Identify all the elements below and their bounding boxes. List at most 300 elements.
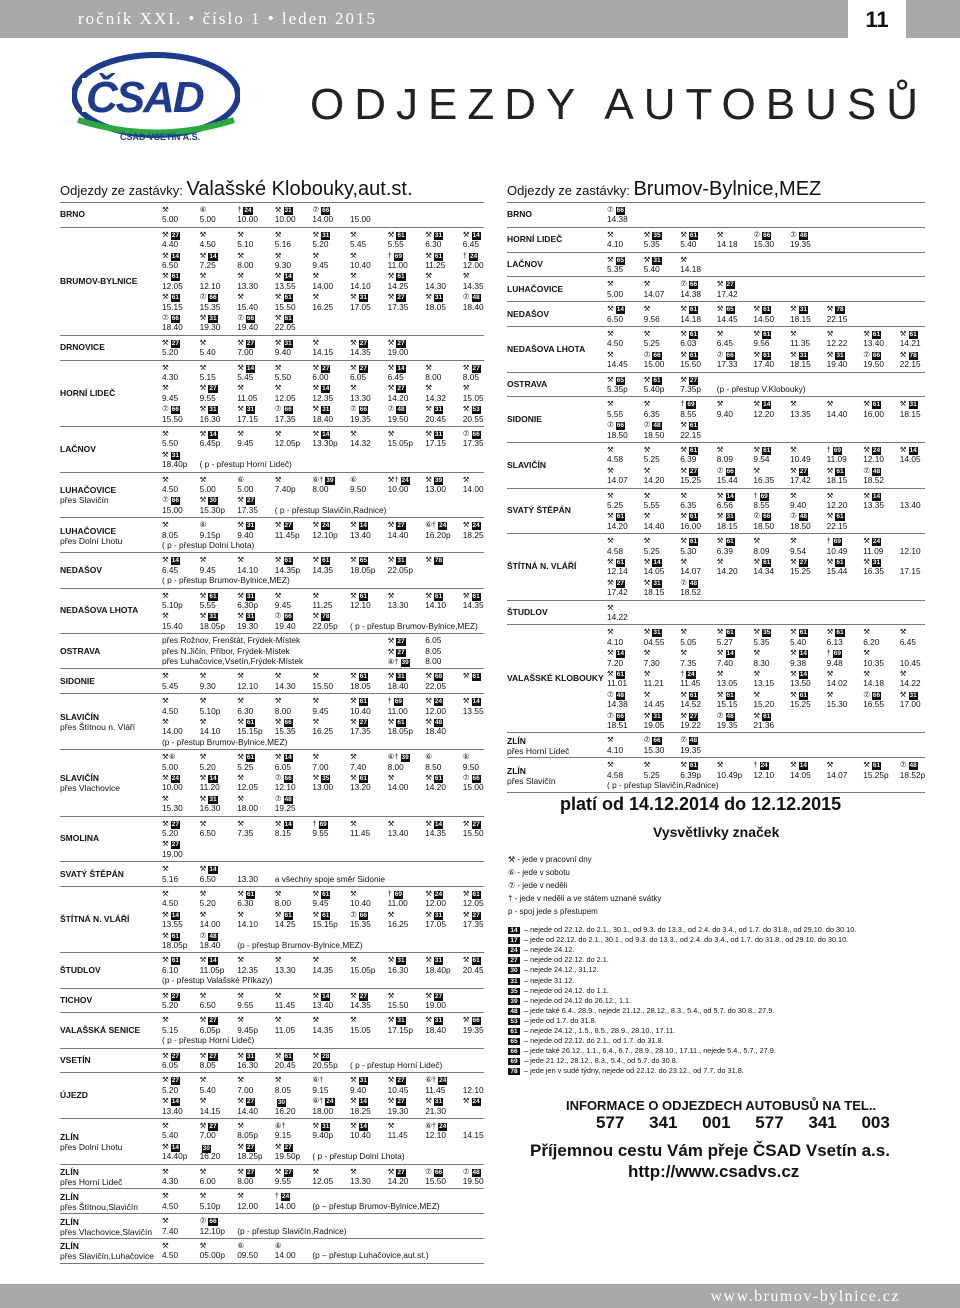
service-symbol [753,647,793,657]
transfer-note: (p - přestup Valašské Příkazy) [162,975,273,986]
service-symbol [200,751,240,761]
symbol-glyph: ⑦ [863,689,870,699]
departure-time: 14.18 [863,678,884,689]
service-symbol [717,647,757,658]
departure-time: 04.55 [643,636,665,647]
block-divider [60,988,484,989]
footnote-badge: 61 [689,306,698,314]
departure-time: 5.25 [643,545,660,556]
departure-time: 6.05 [350,372,367,382]
symbol-glyph: ⚒ [350,1121,357,1130]
service-symbol [237,670,277,680]
service-symbol [425,474,465,485]
departure-time: 8.50 [425,761,442,772]
symbol-glyph: ⚒ [237,383,244,393]
service-symbol [237,695,277,705]
service-symbol [790,229,830,240]
destination-via: přes Slavičín [507,775,556,786]
departure-time: 6.35 [643,408,660,419]
departure-time: 18.40p [425,964,451,975]
symbol-glyph: ⚒ [643,627,651,637]
service-symbol [275,909,315,920]
symbol-glyph: ⚒ [680,445,687,454]
footnote-badge: 31 [836,351,844,359]
footnote-badge: 31 [209,406,217,414]
symbol-glyph: ⚒ [716,399,724,409]
service-symbol [237,888,277,899]
footnote-badge: 14 [616,306,624,314]
service-symbol [350,519,390,530]
departure-time: 14.18 [680,264,701,274]
footnote-badge: 14 [284,820,292,828]
departure-time: 6.39 [680,454,697,465]
footnote-badge: 61 [616,513,624,521]
service-symbol [275,204,315,215]
symbol-glyph: † [462,250,467,260]
footnote-badge: 27 [171,1052,179,1060]
departure-time: 15.40 [237,301,258,312]
symbol-glyph: ⚒ [753,329,761,338]
footnote-badge: 27 [171,841,179,849]
service-symbol [463,229,503,240]
symbol-glyph: ⑦ [462,773,470,782]
symbol-glyph: ⚒ [312,955,320,965]
info-phone-label: INFORMACE O ODJEZDECH AUTOBUSŮ NA TEL.. [566,1098,877,1113]
footnote-badge: 61 [689,447,698,454]
service-symbol [425,428,465,439]
footnote [508,1046,776,1055]
footnote-badge: 24 [760,762,768,770]
departure-time: 6.30p [237,600,258,610]
symbol-glyph: ⚒ [607,229,614,239]
footnote-badge: 24 [434,698,443,706]
departure-time: 16.20 [274,1105,296,1116]
symbol-glyph: ⚒ [199,313,207,322]
departure-time: 19.00 [387,347,409,358]
departure-time: 17.35 [387,301,409,312]
symbol-glyph: ⚒ [312,271,320,281]
symbol-glyph: ⑦ [753,511,761,521]
departure-time: 5.25 [237,761,254,772]
departure-time: 11.35 [790,338,811,349]
departure-time: 18.51 [607,720,628,730]
service-symbol [312,1095,352,1106]
departure-time: 11.05 [274,1024,295,1035]
footnote-badge: 78 [322,613,330,621]
service-symbol [237,428,277,438]
service-symbol [644,229,684,240]
departure-time: 17.05 [350,301,371,312]
service-symbol [463,362,503,373]
footnote-badge: 61 [836,629,844,637]
departure-time: 12.10 [350,600,371,610]
departure-time: 15.35 [199,301,221,312]
service-symbol [388,270,428,281]
footnote-badge: 30 [202,1144,210,1152]
service-symbol [827,510,867,521]
service-symbol [350,362,390,373]
service-symbol [237,494,277,505]
symbol-glyph: ⚒ [790,399,797,409]
block-divider [60,1188,484,1189]
footnote-badge: 78 [434,557,443,565]
svg-text:ČSAD: ČSAD [86,73,203,122]
footnote-badge: 61 [434,252,443,260]
service-symbol [388,428,428,438]
symbol-glyph: ⚒ [462,520,470,530]
departure-time: 14.35 [462,600,484,610]
symbol-glyph: ⚒ [607,490,614,500]
departure-time: 4.50 [162,1200,179,1211]
departure-time: 10.00 [237,214,258,225]
symbol-glyph: ⚒ [312,555,320,565]
destination-name: SLAVIČÍN [507,459,547,470]
destination-name: ZLÍN [60,1216,79,1227]
departure-time: 11.00 [387,898,408,909]
service-symbol [350,1074,390,1085]
symbol-glyph: ⑦ [274,793,282,803]
departure-time: 8.09 [716,454,733,465]
destination-name: OSTRAVA [60,645,101,656]
service-symbol [425,888,465,899]
symbol-glyph: ⚒ [425,474,432,484]
symbol-glyph: ⚒ [199,818,207,828]
symbol-glyph: ⚒ [753,465,761,475]
service-symbol [162,312,202,323]
footnote-badge: 61 [472,957,480,965]
departure-time: 10.00 [162,782,183,793]
departure-time: 21.36 [753,720,775,730]
footnote-badge: 31 [434,1098,443,1106]
departure-time: 5.20 [162,347,179,358]
departure-time: 15.15 [716,699,738,710]
departure-time: 5.15 [199,372,216,382]
symbol-glyph: ⚒ [312,1121,320,1130]
departure-time: 18.15 [826,475,848,486]
destination-name: NEDAŠOVA LHOTA [60,605,139,616]
symbol-glyph: ⚒ [899,399,907,409]
symbol-glyph: † [753,760,758,770]
departure-time: 13.00 [425,484,446,494]
departure-time: 19.22 [680,720,701,730]
footnote-badge: 27 [799,467,807,475]
symbol-glyph: ⚒ [274,520,282,530]
symbol-glyph: ⑦ [199,292,207,302]
symbol-glyph: ⚒ [237,671,244,681]
service-symbol [607,510,647,521]
service-symbol [680,254,720,264]
service-symbol [237,554,277,564]
footnote-number: 69 [508,1058,520,1065]
departure-time: 17.40 [753,359,775,370]
symbol-glyph: ⚒ [237,1050,244,1060]
departure-time: 7.40 [162,1225,179,1236]
footnote-badge: 27 [359,719,367,726]
page-title: ODJEZDY AUTOBUSŮ [310,80,929,129]
symbol-glyph: ⚒ [237,889,244,898]
footnote-number: 27 [508,957,520,964]
symbol-glyph: ⚒ [199,337,207,347]
service-symbol [312,291,352,301]
service-symbol [425,382,465,392]
footnote-badge: 31 [909,691,917,699]
departure-time: 10.35 [863,657,884,668]
symbol-glyph: ⚒ [237,590,244,600]
footnote-badge: 66 [284,406,292,414]
service-symbol [237,818,277,828]
stop-header-label: Odjezdy ze zastávky: [60,183,187,198]
departure-time: 5.50 [274,372,291,382]
footnote-badge: 66 [872,691,881,699]
departure-time: 6.20 [863,636,880,647]
service-symbol [607,278,647,288]
departure-time: 5.10p [199,1200,221,1211]
service-symbol [790,647,830,658]
service-symbol [717,535,757,546]
service-symbol [312,382,352,393]
service-symbol [162,1074,202,1085]
departure-time: 5.50 [162,438,179,449]
service-symbol [388,670,428,681]
service-symbol [275,1141,315,1152]
symbol-glyph: ⚒ [162,250,169,260]
symbol-glyph: ⚒ [425,429,432,438]
service-symbol [644,535,684,545]
symbol-glyph: ⚒ [425,292,432,302]
departure-time: 11.45p [274,529,300,540]
symbol-glyph: ⚒ [863,669,870,678]
service-symbol [350,1120,390,1131]
footnote-badge: 31 [322,231,330,239]
symbol-glyph: ⚒ [162,383,169,393]
departure-time: 05.00p [199,1250,225,1261]
symbol-glyph: ⚒ [643,229,651,239]
symbol-glyph: ⚒ [312,520,320,530]
stop-name: Valašské Klobouky,aut.st. [186,178,413,200]
service-symbol [162,554,202,565]
departure-time: 13.35 [790,408,811,419]
symbol-glyph: ⚒ [274,671,282,681]
footnote-badge: 14 [397,364,405,372]
departure-time: 5.20 [162,1084,179,1095]
destination-name: ŠTUDLOV [507,607,548,617]
service-symbol [827,465,867,476]
footnote-badge: 61 [836,467,844,475]
departure-time: 5.25 [607,500,624,510]
symbol-glyph: ⚒ [199,429,207,438]
departure-time: 14.45 [643,699,665,710]
departure-time: 14.00 [199,919,221,930]
service-symbol [162,772,202,783]
symbol-glyph: ⚒ [607,279,614,289]
departure-time: 15.40 [162,620,183,631]
symbol-glyph: ⚒ [274,271,282,281]
symbol-glyph: ⚒ [462,229,470,239]
footnote-badge: 66 [726,351,734,359]
service-symbol [162,250,202,261]
departure-time: 13.40 [312,1000,334,1010]
departure-time: 13.30 [387,600,409,610]
service-symbol [607,229,647,239]
service-symbol [162,818,202,829]
symbol-glyph: ⚒ [716,536,724,546]
departure-time: 17.15 [237,413,258,424]
footer-url[interactable]: www.brumov-bylnice.cz [710,1288,900,1305]
departure-time: 10.00 [274,214,296,225]
symbol-glyph: ⚒ [607,304,614,314]
service-symbol [237,250,277,260]
service-symbol [350,716,390,727]
footnote-badge: 48 [616,691,624,699]
service-symbol [607,626,647,636]
service-symbol [644,374,684,385]
service-symbol [312,954,352,964]
service-symbol [863,647,903,657]
footnote-badge: 31 [397,673,405,681]
service-symbol [312,428,352,439]
departure-time: 6.03 [680,338,697,349]
footnote-badge: 48 [472,294,480,302]
service-symbol [162,474,202,484]
footnote-badge: 24 [434,891,443,898]
service-symbol [350,990,390,1001]
symbol-glyph: ⚒ [863,648,870,658]
symbol-glyph: ⚒ [162,271,169,281]
departure-time: 9.55 [199,392,216,403]
departure-time: 9.15p [199,529,221,540]
info-url[interactable]: http://www.csadvs.cz [628,1162,800,1181]
symbol-glyph: ⚒ [199,696,207,706]
footnote-badge: 69 [394,891,402,898]
service-symbol [312,610,352,621]
symbol-glyph: ⚒ [607,577,614,587]
service-symbol [200,818,240,828]
service-symbol [200,250,240,261]
block-divider [60,816,484,817]
symbol-glyph: ⚒ [387,671,395,681]
departure-time: 22.15 [826,313,848,324]
symbol-glyph: ⚒ [462,383,470,393]
footnote-text: – jede od 22.12. do 2.1., 30.1., od 9.3. do 13.3., od 2.4. do 3.4., od 1.7. do 31.8., od 29.10. do 30.10. [522,935,849,945]
service-symbol [790,328,830,338]
departure-time: 4.58 [607,769,624,780]
footnote-badge: 14 [359,1098,367,1106]
departure-time: 19.00 [162,848,183,859]
departure-time: 12.00 [237,1200,258,1211]
symbol-glyph: ⑥ [274,1241,282,1250]
departure-time: 4.50 [162,1250,179,1261]
service-symbol [388,716,428,727]
symbol-glyph: ⚒ [753,710,761,720]
footnote-badge: 61 [246,719,255,726]
footnote-badge: 31 [434,957,443,965]
departure-time: 5.20 [162,1000,179,1010]
symbol-glyph: ⚒ [425,250,432,260]
footnote [508,935,848,944]
service-symbol [717,303,757,314]
symbol-glyph: ⚒ [826,627,834,637]
departure-time: 7.00 [237,1084,254,1095]
symbol-glyph: ⚒ [162,717,169,726]
departure-time: 14.38 [680,288,701,299]
service-symbol [790,535,830,545]
departure-time: 16.30 [199,803,221,814]
symbol-glyph: † [274,1191,279,1201]
service-symbol [425,1166,465,1177]
service-symbol [275,474,315,484]
service-symbol [312,519,352,530]
symbol-glyph: ⚒ [680,557,687,566]
footnote-text: – jede také 26.12., 1.1., 6.4., 6.7., 28.9., 28.10., 17.11., nejede 5.4., 5.7., 27.9. [522,1046,776,1056]
block-divider [60,426,484,427]
service-symbol [717,229,757,239]
symbol-glyph: ⑦ [607,710,614,720]
departure-time: 14.45 [716,313,738,324]
departure-time: 6.13 [826,636,843,647]
service-symbol [900,349,940,360]
transfer-note: přes N.Jičín, Příbor, Frýdek-Místek [162,645,290,656]
symbol-glyph: ⑦ [350,404,357,414]
departure-time: 16.30 [387,964,409,975]
footnote-badge: 31 [246,592,255,600]
service-symbol [607,710,647,721]
service-symbol [607,204,647,215]
departure-time: 16.35 [753,475,775,486]
symbol-glyph: ⚒ [274,990,282,1000]
footnote-badge: 66 [359,911,367,919]
departure-time: 8.00 [274,705,291,716]
service-symbol [237,204,277,215]
footnote-badge: 61 [472,891,480,898]
service-symbol [644,647,684,657]
departure-time: 12.05 [237,782,258,793]
symbol-glyph: ⚒ [350,955,357,965]
block-divider [507,533,925,534]
symbol-glyph: ⚒ [387,555,395,565]
departure-time: 6.50 [199,1000,216,1010]
departure-time: 18.15 [643,587,665,598]
service-symbol [425,818,465,829]
departure-time: 4.58 [607,545,624,556]
block-divider [507,396,925,397]
departure-time: 18.05p [162,940,188,950]
symbol-glyph: ⚒ [274,429,282,438]
departure-time: 5.20 [199,761,216,772]
departure-time: 8.00 [425,372,442,382]
destination-name: LUHAČOVICE [507,283,564,294]
departure-time: 9.56 [643,313,660,324]
departure-time: 15.15 [162,301,183,312]
footnote-badge: 39 [401,659,409,666]
footnote-badge: 14 [909,447,917,454]
departure-time: 9.55 [274,1176,291,1186]
service-symbol [388,382,428,393]
departure-time: 8.05 [425,645,442,656]
service-symbol [350,428,390,438]
departure-time: 9.55 [237,1000,254,1010]
symbol-glyph: ⚒ [237,429,244,438]
departure-time: 19.35 [716,720,738,730]
footnote-badge: 14 [616,650,624,658]
service-symbol [162,751,202,761]
service-symbol [644,398,684,408]
footnote-number: 65 [508,1038,520,1045]
departure-time: 18.52p [899,769,926,780]
destination-name: VALAŠSKÉ KLOBOUKY [507,673,604,684]
service-symbol [350,818,390,828]
footnote-badge: 61 [653,376,661,384]
departure-time: 5.00 [199,214,216,225]
